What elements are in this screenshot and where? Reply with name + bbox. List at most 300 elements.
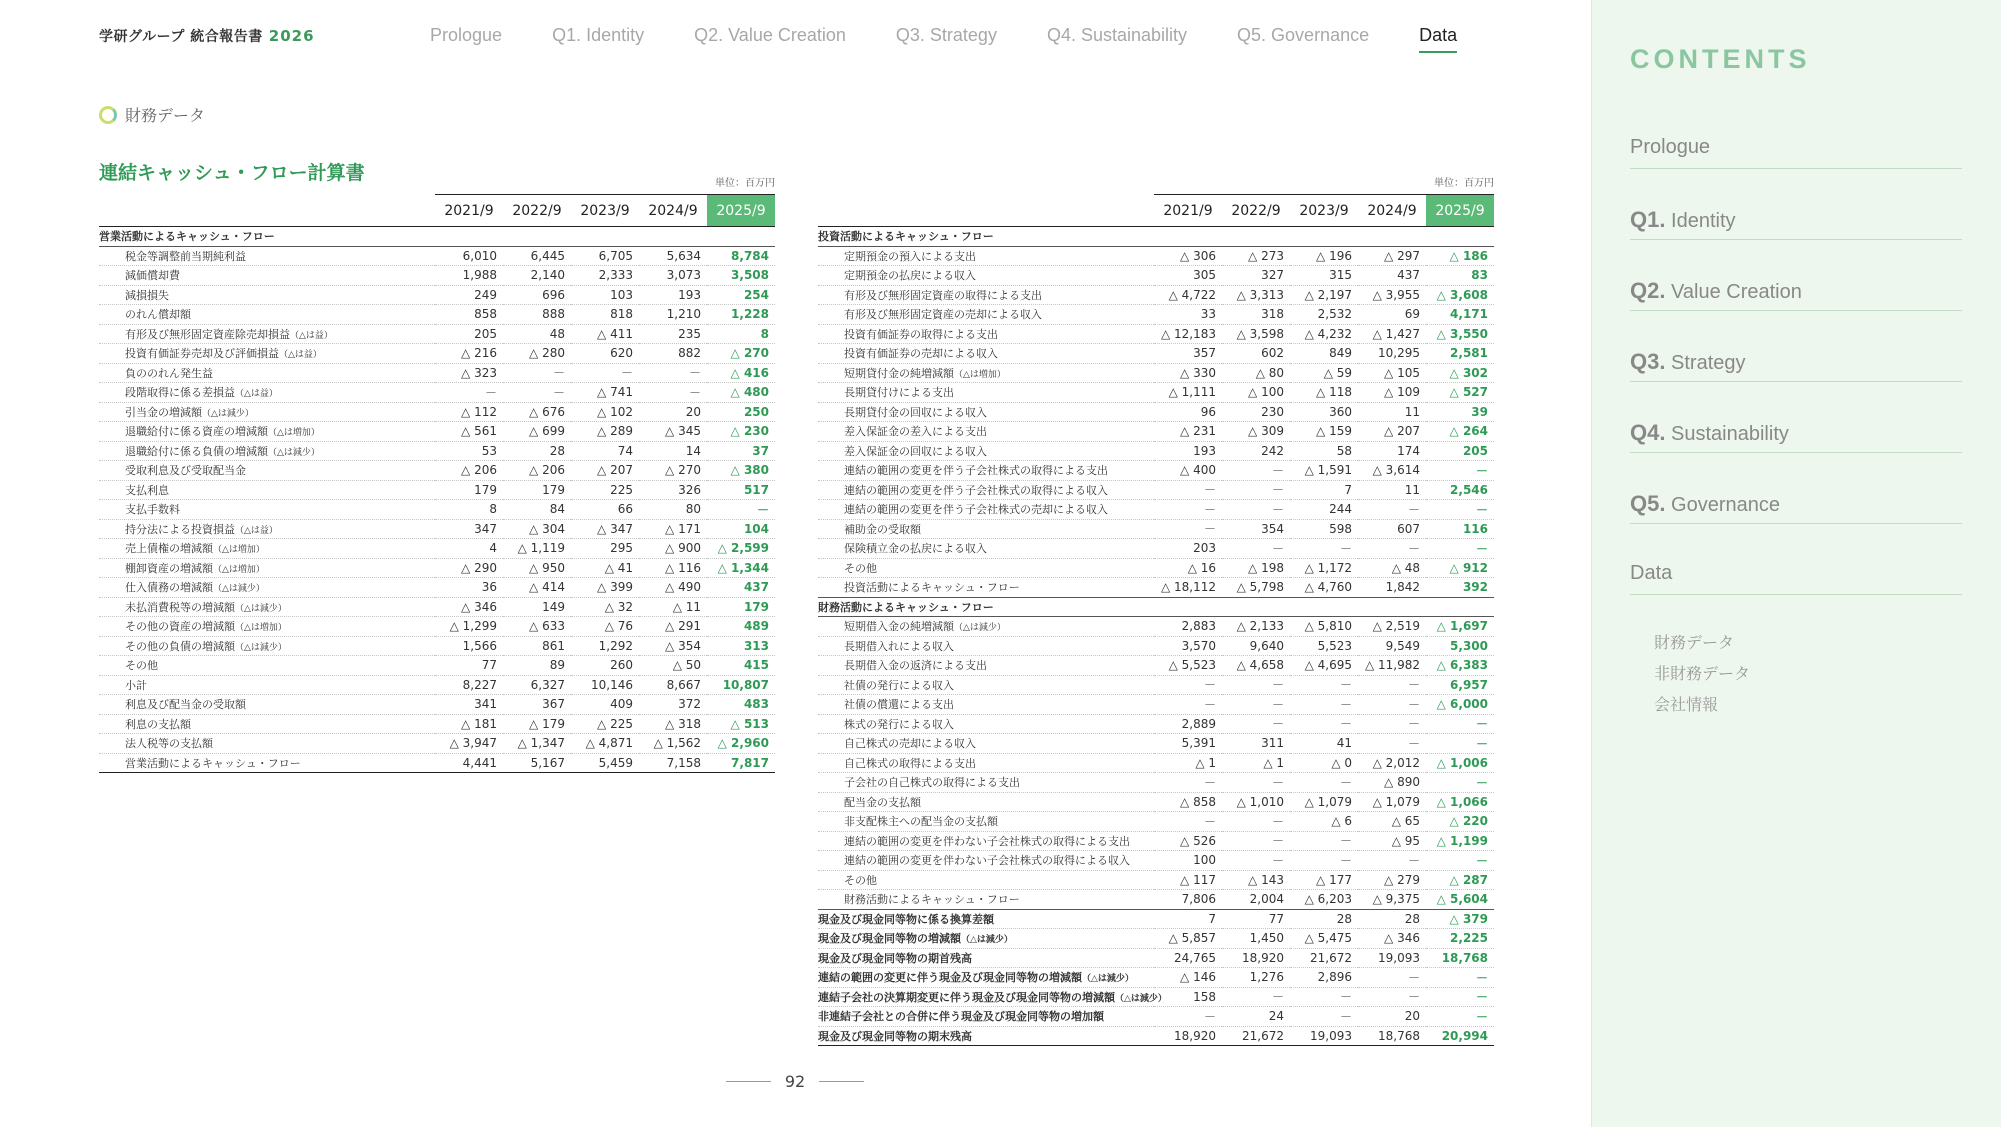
row-label-text: 投資有価証券の売却による収入 — [844, 347, 998, 361]
value-cell: △ 330 — [1154, 363, 1222, 383]
sidebar-item-prologue[interactable] — [1630, 136, 1962, 169]
value-cell: 311 — [1222, 734, 1290, 754]
value-cell: 5,634 — [639, 246, 707, 266]
value-cell: △ 109 — [1358, 383, 1426, 403]
value-cell: 1,450 — [1222, 929, 1290, 949]
page-number — [712, 1072, 878, 1091]
value-cell: － — [1222, 773, 1290, 793]
value-cell: － — [1358, 695, 1426, 715]
value-cell: 602 — [1222, 344, 1290, 364]
cashflow-table-left — [99, 174, 775, 773]
table-row — [818, 890, 1494, 910]
value-cell: 367 — [503, 695, 571, 715]
cashflow-table-right — [818, 174, 1494, 1046]
row-label — [818, 461, 1154, 481]
year-header: 2022/9 — [503, 195, 571, 227]
value-cell: △ 171 — [639, 519, 707, 539]
value-cell: △ 561 — [435, 422, 503, 442]
row-label — [99, 500, 435, 520]
nav-link-prologue[interactable]: Prologue — [430, 25, 503, 45]
value-cell: △ 5,475 — [1290, 929, 1358, 949]
value-cell: △ 4,232 — [1290, 324, 1358, 344]
value-cell: － — [1426, 500, 1494, 520]
value-cell: 116 — [1426, 519, 1494, 539]
value-cell: 326 — [639, 480, 707, 500]
value-cell: △ 416 — [707, 363, 775, 383]
value-cell: 18,768 — [1426, 948, 1494, 968]
value-cell: △ 4,695 — [1290, 656, 1358, 676]
sidebar-item-identity[interactable] — [1630, 207, 1962, 240]
value-cell: 409 — [571, 695, 639, 715]
row-label — [818, 383, 1154, 403]
value-cell: △ 1,562 — [639, 734, 707, 754]
table-row — [99, 461, 775, 481]
value-cell — [1222, 227, 1290, 247]
table-row — [818, 422, 1494, 442]
table-row — [818, 753, 1494, 773]
table-row — [818, 909, 1494, 929]
value-cell: 318 — [1222, 305, 1290, 325]
year-header: 2022/9 — [1222, 195, 1290, 227]
value-cell: △ 3,550 — [1426, 324, 1494, 344]
row-label-text: 有形及び無形固定資産除売却損益 — [125, 327, 290, 341]
value-cell: 347 — [435, 519, 503, 539]
sidebar-subitem[interactable]: 会社情報 — [1654, 695, 1719, 714]
value-cell: 2,883 — [1154, 617, 1222, 637]
row-label-text: 非支配株主への配当金の支払額 — [844, 815, 998, 829]
value-cell: － — [1426, 851, 1494, 871]
sidebar-item-label: Identity — [1671, 210, 1736, 232]
row-label-text: 差入保証金の差入による支出 — [844, 425, 987, 439]
section-row — [818, 227, 1494, 247]
table-row — [818, 812, 1494, 832]
value-cell: － — [1358, 675, 1426, 695]
row-label-text: 財務活動によるキャッシュ・フロー — [844, 893, 1020, 907]
row-label — [99, 714, 435, 734]
sidebar-item-strategy[interactable] — [1630, 349, 1962, 382]
row-label — [818, 422, 1154, 442]
row-label-note: （△は増加） — [268, 428, 320, 439]
value-cell: △ 273 — [1222, 246, 1290, 266]
value-cell: 37 — [707, 441, 775, 461]
row-label — [818, 656, 1154, 676]
value-cell: 327 — [1222, 266, 1290, 286]
value-cell: － — [571, 363, 639, 383]
row-label — [818, 305, 1154, 325]
value-cell: 20 — [639, 402, 707, 422]
value-cell: △ 289 — [571, 422, 639, 442]
row-label-text: 有形及び無形固定資産の売却による収入 — [844, 308, 1042, 322]
value-cell: △ 1,010 — [1222, 792, 1290, 812]
table-row — [99, 246, 775, 266]
table-row — [818, 675, 1494, 695]
value-cell: 158 — [1154, 987, 1222, 1007]
value-cell: 205 — [435, 324, 503, 344]
value-cell: 360 — [1290, 402, 1358, 422]
value-cell: 6,957 — [1426, 675, 1494, 695]
value-cell: △ 633 — [503, 617, 571, 637]
sidebar-subitem[interactable]: 非財務データ — [1654, 664, 1751, 683]
table-row — [99, 558, 775, 578]
table-row — [99, 383, 775, 403]
value-cell: △ 116 — [639, 558, 707, 578]
row-label-note: （△は増加） — [235, 623, 287, 634]
year-header: 2025/9 — [1426, 195, 1494, 227]
row-label-text: 利息及び配当金の受取額 — [125, 698, 246, 712]
value-cell: △ 177 — [1290, 870, 1358, 890]
row-label — [99, 227, 435, 247]
table-row — [818, 851, 1494, 871]
value-cell: △ 207 — [571, 461, 639, 481]
value-cell: △ 76 — [571, 617, 639, 637]
row-label-note: （△は減少） — [954, 623, 1006, 634]
value-cell: △ 48 — [1358, 558, 1426, 578]
value-cell: △ 16 — [1154, 558, 1222, 578]
value-cell: △ 105 — [1358, 363, 1426, 383]
value-cell: △ 0 — [1290, 753, 1358, 773]
row-label — [818, 675, 1154, 695]
row-label — [818, 539, 1154, 559]
value-cell: △ 41 — [571, 558, 639, 578]
nav-link-q5-governance[interactable]: Q5. Governance — [1237, 25, 1370, 45]
nav-link-q3-strategy[interactable]: Q3. Strategy — [895, 25, 997, 45]
value-cell: △ 414 — [503, 578, 571, 598]
value-cell: △ 3,313 — [1222, 285, 1290, 305]
sidebar-subitem[interactable]: 財務データ — [1654, 633, 1735, 652]
value-cell: △ 2,519 — [1358, 617, 1426, 637]
value-cell: △ 11 — [639, 597, 707, 617]
row-label-text: 株式の発行による収入 — [844, 717, 954, 731]
value-cell: △ 1,066 — [1426, 792, 1494, 812]
value-cell — [1426, 597, 1494, 617]
row-label — [818, 968, 1154, 988]
value-cell: △ 741 — [571, 383, 639, 403]
value-cell: 4 — [435, 539, 503, 559]
value-cell: △ 6,383 — [1426, 656, 1494, 676]
section-row — [99, 227, 775, 247]
row-label — [99, 480, 435, 500]
table-row — [99, 695, 775, 715]
value-cell: 7 — [1154, 909, 1222, 929]
value-cell: 8 — [707, 324, 775, 344]
value-cell: △ 347 — [571, 519, 639, 539]
sidebar-item-label: Prologue — [1630, 136, 1711, 158]
row-label — [99, 461, 435, 481]
row-label-text: その他の負債の増減額 — [125, 639, 235, 653]
value-cell: 235 — [639, 324, 707, 344]
row-label-text: 定期預金の預入による支出 — [844, 249, 976, 263]
value-cell: △ 346 — [1358, 929, 1426, 949]
sidebar-item-prefix: Q5. — [1630, 491, 1666, 516]
row-label-text: 税金等調整前当期純利益 — [125, 249, 246, 263]
row-label-note: （△は益） — [290, 330, 333, 341]
row-label — [99, 305, 435, 325]
value-cell: － — [1154, 675, 1222, 695]
row-label-text: 連結の範囲の変更を伴わない子会社株式の取得による収入 — [844, 854, 1130, 868]
row-label-text: 投資有価証券の取得による支出 — [844, 327, 998, 341]
value-cell: － — [1154, 480, 1222, 500]
value-cell: 48 — [503, 324, 571, 344]
value-cell: 3,570 — [1154, 636, 1222, 656]
value-cell: － — [1290, 1007, 1358, 1027]
value-cell: 24 — [1222, 1007, 1290, 1027]
row-label — [818, 480, 1154, 500]
year-header: 2021/9 — [435, 195, 503, 227]
row-label-text: 連結の範囲の変更を伴う子会社株式の取得による収入 — [844, 483, 1108, 497]
value-cell: 84 — [503, 500, 571, 520]
investing-financing-cashflow-table — [818, 194, 1494, 1046]
value-cell: 41 — [1290, 734, 1358, 754]
row-label-text: 未払消費税等の増減額 — [125, 600, 235, 614]
value-cell: 33 — [1154, 305, 1222, 325]
table-row — [99, 597, 775, 617]
row-label-text: 仕入債務の増減額 — [125, 581, 213, 595]
table-row — [818, 695, 1494, 715]
value-cell — [571, 227, 639, 247]
table-row — [99, 480, 775, 500]
value-cell: △ 5,798 — [1222, 578, 1290, 598]
table-row — [818, 929, 1494, 949]
value-cell: △ 858 — [1154, 792, 1222, 812]
value-cell: 818 — [571, 305, 639, 325]
row-label-text: 差入保証金の回収による収入 — [844, 444, 987, 458]
value-cell: 2,896 — [1290, 968, 1358, 988]
value-cell: △ 4,658 — [1222, 656, 1290, 676]
row-label-text: 連結の範囲の変更を伴う子会社株式の売却による収入 — [844, 503, 1108, 517]
value-cell: 1,988 — [435, 266, 503, 286]
value-cell: △ 206 — [503, 461, 571, 481]
row-label — [99, 656, 435, 676]
value-cell: 5,167 — [503, 753, 571, 773]
value-cell — [707, 227, 775, 247]
sidebar-item-prefix: Q1. — [1630, 207, 1666, 232]
value-cell: － — [1222, 812, 1290, 832]
value-cell: － — [1358, 734, 1426, 754]
value-cell: 89 — [503, 656, 571, 676]
table-row — [818, 578, 1494, 598]
value-cell: 437 — [707, 578, 775, 598]
table-row — [818, 519, 1494, 539]
value-cell: － — [1426, 968, 1494, 988]
value-cell: △ 1,006 — [1426, 753, 1494, 773]
nav-link-q4-sustainability[interactable]: Q4. Sustainability — [1046, 25, 1188, 45]
row-label — [99, 695, 435, 715]
value-cell: 6,327 — [503, 675, 571, 695]
value-cell: △ 5,810 — [1290, 617, 1358, 637]
value-cell: △ 6 — [1290, 812, 1358, 832]
table-row — [99, 617, 775, 637]
value-cell: △ 5,604 — [1426, 890, 1494, 910]
row-label-text: 負ののれん発生益 — [125, 366, 213, 380]
row-label-text: 現金及び現金同等物の期末残高 — [818, 1029, 972, 1043]
table-row — [818, 383, 1494, 403]
value-cell: 39 — [1426, 402, 1494, 422]
row-label-text: 連結子会社の決算期変更に伴う現金及び現金同等物の増減額 — [818, 990, 1115, 1004]
table-row — [99, 539, 775, 559]
row-label — [99, 539, 435, 559]
table-row — [99, 441, 775, 461]
value-cell: △ 179 — [503, 714, 571, 734]
table-row — [99, 636, 775, 656]
table-row — [818, 480, 1494, 500]
value-cell: △ 95 — [1358, 831, 1426, 851]
row-label-text: 現金及び現金同等物の期首残高 — [818, 951, 972, 965]
value-cell: △ 527 — [1426, 383, 1494, 403]
row-label — [99, 422, 435, 442]
row-label — [818, 636, 1154, 656]
value-cell: △ 102 — [571, 402, 639, 422]
value-cell: 1,566 — [435, 636, 503, 656]
row-label-text: 定期預金の払戻による収入 — [844, 269, 976, 283]
value-cell: 607 — [1358, 519, 1426, 539]
value-cell: 341 — [435, 695, 503, 715]
year-header: 2025/9 — [707, 195, 775, 227]
row-label — [99, 597, 435, 617]
value-cell: 203 — [1154, 539, 1222, 559]
value-cell: 3,073 — [639, 266, 707, 286]
value-cell: △ 280 — [503, 344, 571, 364]
value-cell: △ 302 — [1426, 363, 1494, 383]
value-cell: 2,225 — [1426, 929, 1494, 949]
value-cell: 4,171 — [1426, 305, 1494, 325]
page-number-text: 92 — [784, 1072, 806, 1091]
row-label — [818, 227, 1154, 247]
value-cell: － — [1222, 987, 1290, 1007]
table-header-row — [818, 195, 1494, 227]
value-cell: 5,459 — [571, 753, 639, 773]
row-label-text: 自己株式の取得による支出 — [844, 756, 976, 770]
value-cell: △ 2,960 — [707, 734, 775, 754]
nav-link-q1-identity[interactable]: Q1. Identity — [552, 25, 645, 45]
value-cell: 313 — [707, 636, 775, 656]
row-label — [99, 402, 435, 422]
row-label — [818, 363, 1154, 383]
table-row — [99, 285, 775, 305]
value-cell: － — [503, 363, 571, 383]
value-cell: 858 — [435, 305, 503, 325]
value-cell: △ 1,172 — [1290, 558, 1358, 578]
value-cell: △ 3,614 — [1358, 461, 1426, 481]
value-cell: － — [1154, 773, 1222, 793]
value-cell: 18,920 — [1154, 1026, 1222, 1046]
value-cell: 888 — [503, 305, 571, 325]
row-label-text: 財務活動によるキャッシュ・フロー — [818, 600, 994, 614]
table-row — [818, 558, 1494, 578]
row-label-text: 補助金の受取額 — [844, 522, 921, 536]
value-cell: 19,093 — [1290, 1026, 1358, 1046]
table-row — [818, 1026, 1494, 1046]
value-cell: 174 — [1358, 441, 1426, 461]
value-cell: 18,920 — [1222, 948, 1290, 968]
value-cell: △ 912 — [1426, 558, 1494, 578]
value-cell: 9,549 — [1358, 636, 1426, 656]
value-cell: 179 — [435, 480, 503, 500]
row-label — [99, 558, 435, 578]
value-cell: 179 — [707, 597, 775, 617]
value-cell: △ 1,591 — [1290, 461, 1358, 481]
row-label-text: 現金及び現金同等物の増減額 — [818, 932, 961, 946]
value-cell: △ 513 — [707, 714, 775, 734]
table-row — [99, 656, 775, 676]
top-navigation — [430, 0, 1507, 60]
sidebar-item-label: Strategy — [1671, 352, 1746, 374]
row-label-note: （△は増加） — [213, 545, 265, 556]
value-cell: △ 2,133 — [1222, 617, 1290, 637]
value-cell: △ 1 — [1154, 753, 1222, 773]
table-row — [99, 305, 775, 325]
value-cell: 96 — [1154, 402, 1222, 422]
value-cell: △ 4,722 — [1154, 285, 1222, 305]
value-cell: － — [1290, 539, 1358, 559]
value-cell: 20,994 — [1426, 1026, 1494, 1046]
table-row — [818, 363, 1494, 383]
value-cell: 77 — [435, 656, 503, 676]
year-header: 2023/9 — [571, 195, 639, 227]
row-label-text: 長期貸付金の回収による収入 — [844, 405, 987, 419]
nav-link-data[interactable]: Data — [1419, 0, 1457, 53]
table-row — [818, 792, 1494, 812]
row-label-text: その他 — [844, 873, 877, 887]
value-cell: 21,672 — [1222, 1026, 1290, 1046]
sidebar-item-sustainability[interactable] — [1630, 420, 1962, 453]
value-cell: 66 — [571, 500, 639, 520]
value-cell: △ 32 — [571, 597, 639, 617]
table-row — [99, 714, 775, 734]
value-cell: △ 118 — [1290, 383, 1358, 403]
value-cell: － — [1222, 500, 1290, 520]
value-cell: △ 1,344 — [707, 558, 775, 578]
row-label — [818, 285, 1154, 305]
nav-link-q2-value-creation[interactable]: Q2. Value Creation — [694, 25, 846, 45]
value-cell: 849 — [1290, 344, 1358, 364]
value-cell: 21,672 — [1290, 948, 1358, 968]
row-label — [818, 246, 1154, 266]
row-label — [818, 519, 1154, 539]
row-label — [818, 753, 1154, 773]
sidebar-item-governance[interactable] — [1630, 491, 1962, 524]
table-row — [99, 422, 775, 442]
value-cell: △ 291 — [639, 617, 707, 637]
value-cell: 7,806 — [1154, 890, 1222, 910]
table-row — [818, 324, 1494, 344]
value-cell: 1,210 — [639, 305, 707, 325]
table-row — [818, 968, 1494, 988]
contents-sidebar — [1591, 0, 2001, 1127]
row-label-text: その他の資産の増減額 — [125, 620, 235, 634]
value-cell — [503, 227, 571, 247]
value-cell: △ 323 — [435, 363, 503, 383]
row-label — [818, 792, 1154, 812]
sidebar-item-data[interactable] — [1630, 562, 1962, 595]
value-cell: 4,441 — [435, 753, 503, 773]
value-cell: 1,228 — [707, 305, 775, 325]
value-cell: 415 — [707, 656, 775, 676]
row-label — [99, 441, 435, 461]
sidebar-item-value-creation[interactable] — [1630, 278, 1962, 311]
section-label-text: 財務データ — [125, 106, 206, 125]
row-label-text: その他 — [844, 561, 877, 575]
value-cell: 100 — [1154, 851, 1222, 871]
row-label-text: 売上債権の増減額 — [125, 542, 213, 556]
table-header-row — [99, 195, 775, 227]
row-label — [818, 831, 1154, 851]
value-cell: △ 1,079 — [1358, 792, 1426, 812]
value-cell: △ 354 — [639, 636, 707, 656]
value-cell: － — [1290, 714, 1358, 734]
value-cell: 74 — [571, 441, 639, 461]
row-label — [818, 909, 1154, 929]
sidebar-item-prefix: Q3. — [1630, 349, 1666, 374]
